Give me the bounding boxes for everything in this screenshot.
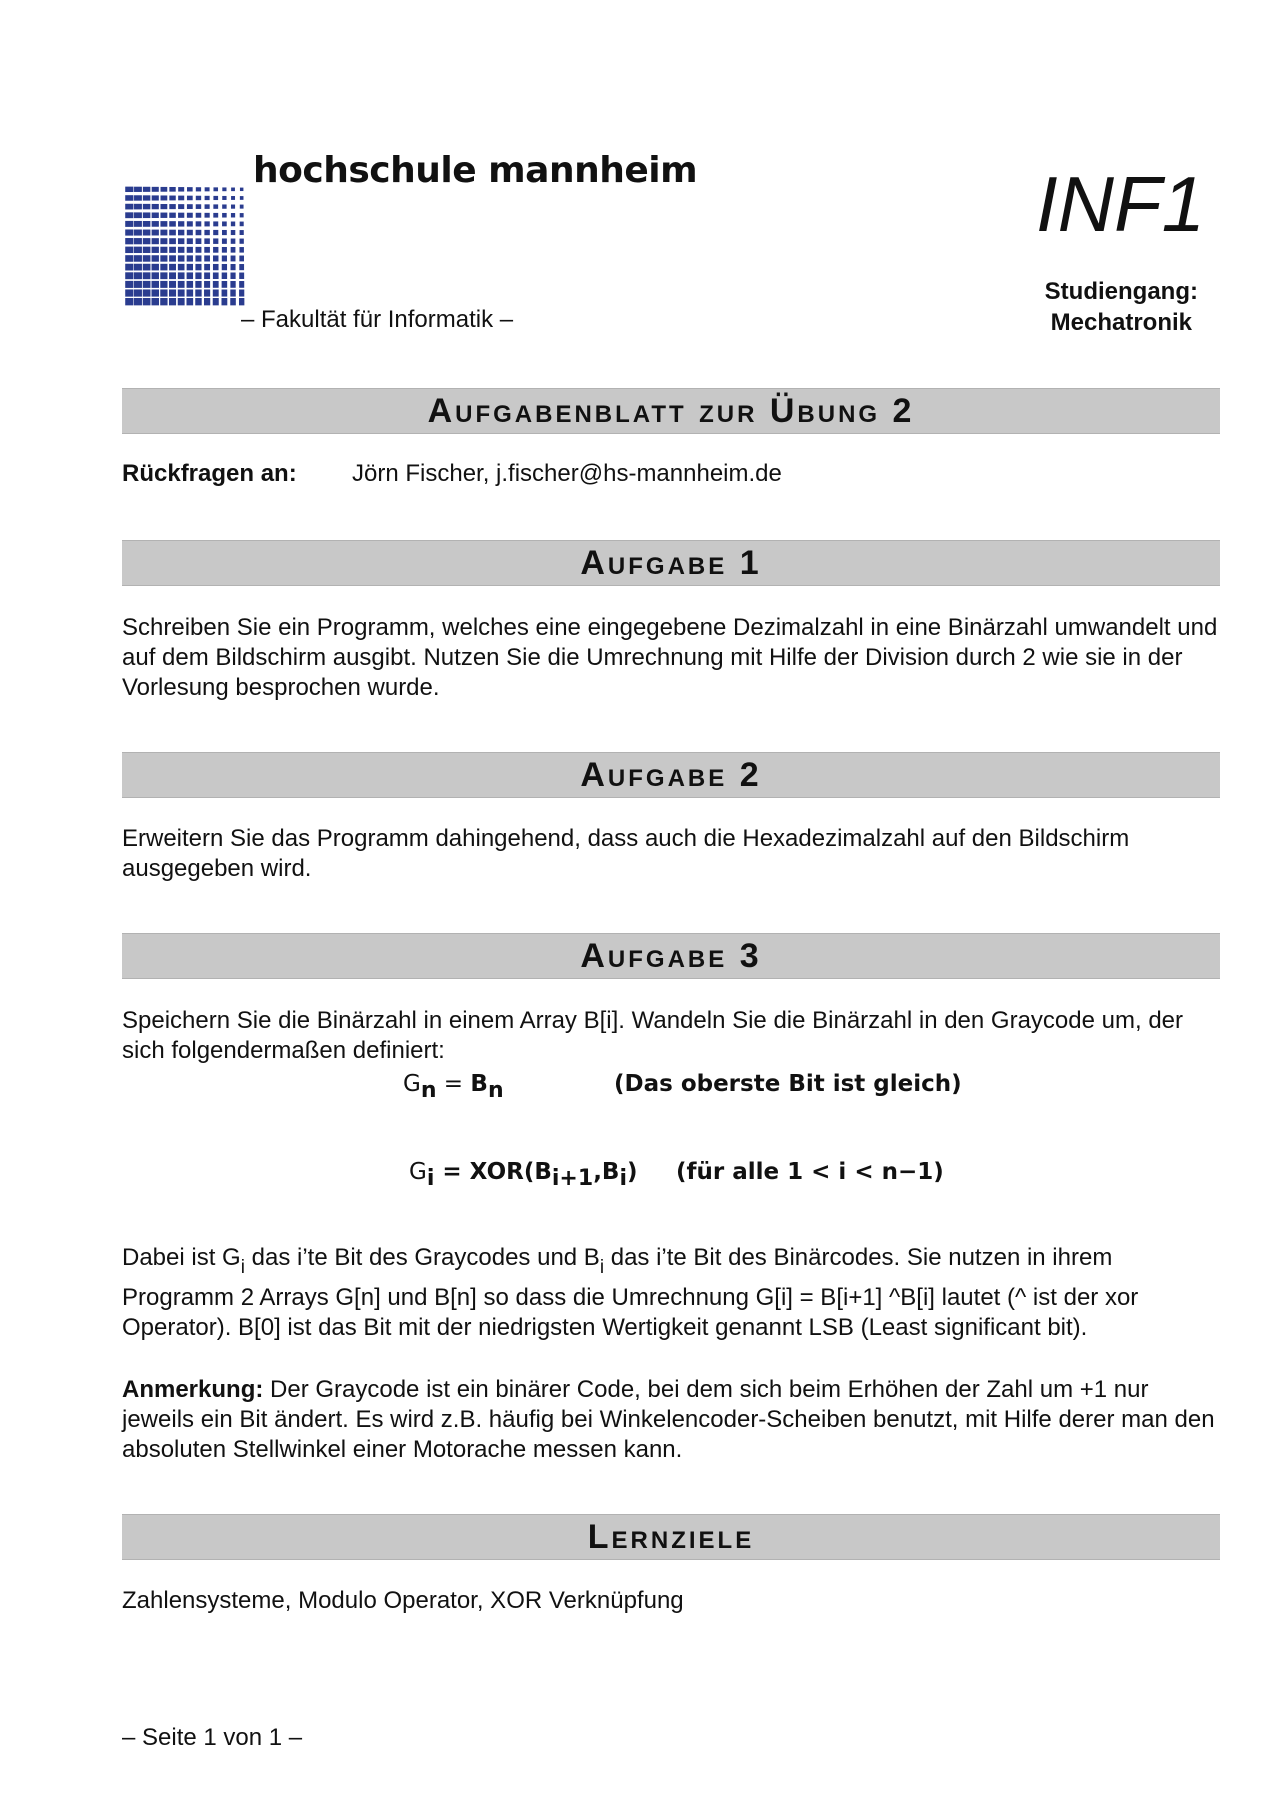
logo-square [160,213,167,218]
gray-formula-xor [409,1159,638,1191]
logo-square [152,221,159,227]
logo-square [169,289,176,296]
logo-square [152,255,159,261]
logo-square [213,264,219,270]
logo-square [169,204,175,209]
logo-square [187,247,193,253]
logo-square [143,221,151,227]
studiengang-label: Studiengang: [1044,278,1198,305]
logo-square [187,264,193,270]
logo-square [187,213,193,218]
lernziele-title: Lernziele [587,1517,755,1556]
logo-square [222,281,228,288]
logo-square [231,239,236,244]
logo-square [169,238,176,244]
logo-square [178,196,184,201]
task2-title: Aufgabe 2 [580,755,762,794]
logo-square [178,213,184,218]
logo-square [143,187,150,192]
faculty-label: – Fakultät für Informatik – [241,306,514,333]
studiengang-value: Mechatronik [1050,309,1193,336]
logo-square [134,264,142,271]
task1-title-bar [122,540,1220,586]
gray-formula-xor-note [676,1159,944,1185]
task3-intro: Speichern Sie die Binärzahl in einem Array B[i]. Wandeln Sie die Binärzahl in den Graycode um, der sich folgendermaßen definiert: [122,1007,1184,1064]
note-text: Der Graycode ist ein binärer Code, bei dem sich beim Erhöhen der Zahl um +1 nur jeweils ein Bit ändert. Es wird z.B. häufig bei Winkelencoder-Scheiben benutzt, mit Hilfe derer man den absoluten Stellwinkel einer Motorache messen kann. [122,1376,1215,1463]
logo-square [205,187,210,191]
formula1-g: G [403,1071,421,1097]
logo-square [186,298,193,305]
desc-part3: das i’te Bit des Binärcodes. Sie nutzen in ihrem [604,1244,1113,1271]
logo-square [187,255,193,261]
logo-square [160,289,167,296]
logo-square [134,195,142,200]
logo-square [161,187,168,192]
logo-square [134,247,142,253]
logo-square [196,230,202,235]
logo-square [204,272,210,279]
logo-square [240,188,243,191]
logo-square [204,289,210,296]
logo-square [143,230,151,236]
studiengang-block [1045,276,1198,338]
logo-square [204,298,210,305]
logo-square [196,247,202,253]
logo-square [239,298,244,305]
logo-square [213,221,218,226]
logo-square [196,221,202,226]
logo-square [169,230,176,236]
logo-square [187,289,194,296]
sheet-title: Aufgabenblatt zur Übung 2 [427,391,915,430]
formula2-g-sub: i [426,1166,435,1191]
contact-label: Rückfragen an: [122,460,297,487]
logo-square [187,196,193,201]
logo-square [240,230,244,235]
logo-square [240,222,244,227]
logo-square [222,238,227,243]
logo-square [240,213,244,217]
logo-square [134,212,142,218]
logo-square [213,187,218,191]
logo-square [134,272,142,279]
logo-square [143,247,151,253]
logo-square [134,281,142,288]
logo-square [222,264,227,270]
logo-square [169,221,176,226]
logo-square [152,238,159,244]
logo-square [222,213,227,218]
logo-square [195,272,201,279]
logo-square [187,221,193,226]
desc-part2: das i’te Bit des Graycodes und B [244,1244,600,1271]
logo-square [125,289,133,296]
logo-square [134,289,142,296]
logo-square [125,298,133,305]
lernziele-text: Zahlensysteme, Modulo Operator, XOR Verknüpfung [122,1587,684,1614]
formula2-comma-b: ,B [593,1159,620,1185]
logo-square [125,238,133,244]
task3-title: Aufgabe 3 [580,936,762,975]
course-code: INF1 [1035,160,1205,248]
logo-square [231,247,236,253]
logo-square [152,247,159,253]
page-footer: – Seite 1 von 1 – [122,1724,303,1751]
logo-square [222,196,226,200]
logo-square [231,256,236,262]
logo-square [204,264,210,270]
logo-square [178,264,185,270]
logo-square [125,212,133,218]
logo-square [143,238,151,244]
logo-square [152,281,159,288]
logo-square [222,272,227,279]
logo-square [169,213,176,218]
logo-square [125,255,133,262]
logo-square [222,187,226,191]
logo-square [187,238,193,244]
logo-square [231,205,235,209]
logo-square [178,187,184,192]
logo-square [230,290,235,297]
logo-square [204,247,210,253]
formula2-g: G [409,1159,427,1185]
logo-square [187,281,194,288]
logo-square [187,272,193,279]
logo-square [231,230,236,235]
logo-square [152,195,159,200]
task3-title-bar [122,933,1220,979]
desc-sub-i-1: i [240,1257,245,1278]
logo-square [169,196,175,201]
logo-square [161,195,168,200]
logo-square [231,196,235,200]
logo-square [178,289,185,296]
contact-row [122,459,1222,489]
logo-square [169,264,176,271]
logo-square [204,230,209,235]
logo-square [205,196,210,200]
logo-square [239,290,244,297]
logo-square [187,187,193,191]
logo-square [213,204,218,208]
logo-square [169,272,176,279]
logo-square [152,204,159,209]
logo-square [239,247,243,253]
logo-square [143,255,151,261]
formula2-note: (für alle 1 < i < n−1) [676,1159,944,1185]
logo-square [143,281,151,288]
task2-text: Erweitern Sie das Programm dahingehend, dass auch die Hexadezimalzahl auf den Bildschirm ausgegeben wird. [122,825,1130,882]
logo-square [160,272,167,279]
logo-square [204,255,210,261]
logo-square [134,221,142,227]
logo-square [213,289,219,296]
logo-square [195,281,201,288]
formula2-close: ) [627,1159,638,1185]
logo-square [152,213,159,219]
logo-square [230,298,236,305]
logo-square [160,255,167,261]
formula2-b1-sub: i+1 [551,1166,594,1191]
logo-square [196,238,202,244]
logo-square [213,255,218,261]
logo-square [240,205,244,209]
logo-square [125,272,133,279]
logo-square [134,230,142,236]
task3-desc-line1 [122,1243,1222,1278]
logo-square [195,264,201,270]
logo-square [143,195,151,200]
logo-square [195,255,201,261]
logo-square [134,204,142,210]
logo-square [231,222,235,227]
formula1-note: (Das oberste Bit ist gleich) [614,1071,962,1097]
logo-square [222,255,227,261]
logo-square [178,230,184,236]
logo-square [239,281,244,288]
logo-square [125,204,133,210]
task3-note [122,1375,1222,1465]
logo-square [125,281,133,288]
logo-square [222,247,227,253]
logo-square [169,187,175,192]
logo-square [143,204,151,209]
note-label: Anmerkung: [122,1376,264,1403]
lernziele-title-bar [122,1514,1220,1560]
logo-square [151,298,159,305]
logo-square [195,289,201,296]
logo-square [205,213,210,218]
task3-desc-rest: Programm 2 Arrays G[n] und B[n] so dass die Umrechnung G[i] = B[i+1] ^B[i] lautet (^ ist der xor Operator). B[0] ist das Bit mit der niedrigsten Wertigkeit genannt LSB (Least significant bit). [122,1284,1139,1341]
logo-square [125,264,133,271]
logo-square [213,247,218,253]
logo-square [152,230,159,236]
logo-square [169,255,176,261]
logo-square [151,289,159,296]
logo-square [125,229,133,235]
logo-square [125,187,133,192]
formula1-g-sub: n [420,1078,437,1103]
formula2-b2-sub: i [619,1166,628,1191]
logo-square [222,230,227,235]
logo-square [160,264,167,271]
logo-square [125,247,133,253]
logo-square [239,256,244,262]
formula1-b: B [470,1071,488,1097]
logo-square [213,238,218,243]
logo-square [231,213,235,217]
logo-square [178,255,185,261]
logo-square [204,238,210,244]
logo-square [240,196,244,200]
logo-square [240,239,244,244]
logo-square [178,204,184,209]
logo-square [143,212,151,218]
logo-square [169,247,176,253]
logo-square [178,272,185,279]
logo-square [134,255,142,262]
task1-text: Schreiben Sie ein Programm, welches eine eingegebene Dezimalzahl in eine Binärzahl umwandelt und auf dem Bildschirm ausgibt. Nutzen Sie die Umrechnung mit Hilfe der Division durch 2 wie sie in der Vorlesung besprochen wurde. [122,614,1218,701]
formula1-b-sub: n [487,1078,504,1103]
logo-square [125,221,133,227]
logo-square [222,204,226,208]
logo-square [187,230,193,236]
school-logo-grid [125,185,246,306]
task2-title-bar [122,752,1220,798]
gray-formula-top-bit [403,1071,504,1103]
logo-square [125,195,133,201]
school-name-wordmark: hochschule mannheim [253,150,698,191]
logo-square [239,273,244,279]
logo-square [213,272,219,279]
logo-square [152,272,159,279]
formula1-eq: = [436,1071,471,1097]
task1-title: Aufgabe 1 [580,543,762,582]
logo-square [187,204,193,209]
logo-square [213,298,219,305]
logo-square [143,272,151,279]
logo-square [205,204,210,209]
sheet-title-bar [122,388,1220,434]
logo-square [169,281,176,288]
logo-square [160,204,167,209]
logo-square [230,281,235,288]
logo-square [178,221,184,226]
logo-square [213,230,218,235]
logo-square [222,221,227,226]
logo-square [143,264,151,271]
logo-square [169,298,176,305]
logo-square [222,290,228,297]
logo-square [152,264,159,271]
logo-square [195,298,201,305]
logo-square [143,298,151,305]
logo-square [160,221,167,227]
desc-sub-i-2: i [599,1257,605,1278]
logo-square [160,247,167,253]
logo-square [204,281,210,288]
logo-square [178,281,185,288]
logo-square [160,281,167,288]
logo-square [230,273,235,279]
logo-square [160,298,167,305]
logo-square [231,264,236,270]
logo-square [134,298,142,305]
logo-square [143,289,151,296]
logo-square [134,238,142,244]
logo-square [231,188,235,192]
logo-square [213,196,218,200]
logo-square [196,196,201,200]
logo-square [196,187,201,191]
logo-square [160,238,167,244]
contact-value: Jörn Fischer, j.fischer@hs-mannheim.de [352,460,782,487]
desc-part1: Dabei ist G [122,1244,241,1271]
logo-square [196,213,202,218]
logo-square [213,281,219,288]
logo-square [160,230,167,236]
logo-square [221,298,227,305]
gray-formula-top-bit-note [614,1071,962,1097]
logo-square [134,187,142,192]
logo-square [204,221,209,226]
logo-square [196,204,201,209]
logo-square [152,187,159,192]
formula2-xor: = XOR(B [434,1159,552,1185]
logo-square [178,247,184,253]
logo-square [239,264,244,270]
logo-square [178,298,185,305]
logo-square [213,213,218,218]
logo-square [178,238,184,244]
